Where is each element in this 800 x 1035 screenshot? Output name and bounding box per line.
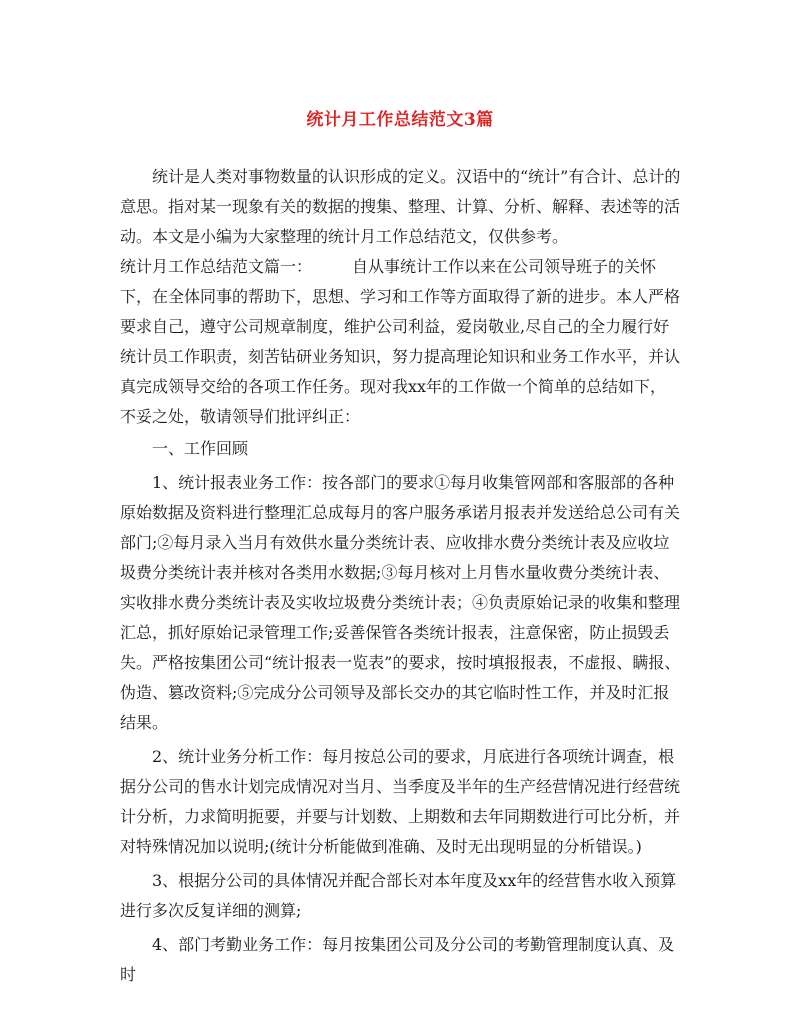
section-heading: 一、工作回顾 xyxy=(152,439,249,458)
document-body xyxy=(120,162,682,990)
intro-paragraph: 统计是人类对事物数量的认识形成的定义。汉语中的“统计”有合计、总计的意思。指对某一现象有关的数据的搜集、整理、计算、分析、解释、表述等的活动。本文是小编为大家整理的统计月工作总结范文，仅供参考。 xyxy=(120,167,681,246)
work-item-3: 3、根据分公司的具体情况并配合部长对本年度及xx年的经营售水收入预算进行多次反复详细的测算; xyxy=(120,871,677,920)
work-item-2: 2、统计业务分析工作：每月按总公司的要求，月底进行各项统计调查，根据分公司的售水计划完成情况对当月、当季度及半年的生产经营情况进行经营统计分析，力求简明扼要，并要与计划数、上期数和去年同期数进行可比分析，并对特殊情况加以说明;(统计分析能做到准确、及时无出现明显的分析错误。) xyxy=(120,747,681,856)
article-one-paragraph: 统计月工作总结范文篇一： 自从事统计工作以来在公司领导班子的关怀下，在全体同事的帮助下，思想、学习和工作等方面取得了新的进步。本人严格要求自己，遵守公司规章制度，维护公司利益，爱岗敬业,尽自己的全力履行好统计员工作职责，刻苦钻研业务知识，努力提高理论知识和业务工作水平，并认真完成领导交给的各项工作任务。现对我xx年的工作做一个简单的总结如下，不妥之处，敬请领导们批评纠正： xyxy=(120,257,681,426)
work-item-4: 4、部门考勤业务工作：每月按集团公司及分公司的考勤管理制度认真、及时 xyxy=(120,935,675,984)
work-item-1: 1、统计报表业务工作：按各部门的要求①每月收集管网部和客服部的各种原始数据及资料进行整理汇总成每月的客户服务承诺月报表并发送给总公司有关部门;②每月录入当月有效供水量分类统计表、应收排水费分类统计表及应收垃圾费分类统计表并核对各类用水数据;③每月核对上月售水量收费分类统计表、实收排水费分类统计表及实收垃圾费分类统计表；④负责原始记录的收集和整理汇总，抓好原始记录管理工作;妥善保管各类统计报表，注意保密，防止损毁丢失。严格按集团公司“统计报表一览表”的要求，按时填报报表，不虚报、瞒报、伪造、篡改资料;⑤完成分公司领导及部长交办的其它临时性工作，并及时汇报结果。 xyxy=(120,473,681,732)
document-title: 统计月工作总结范文3篇 xyxy=(306,110,494,130)
